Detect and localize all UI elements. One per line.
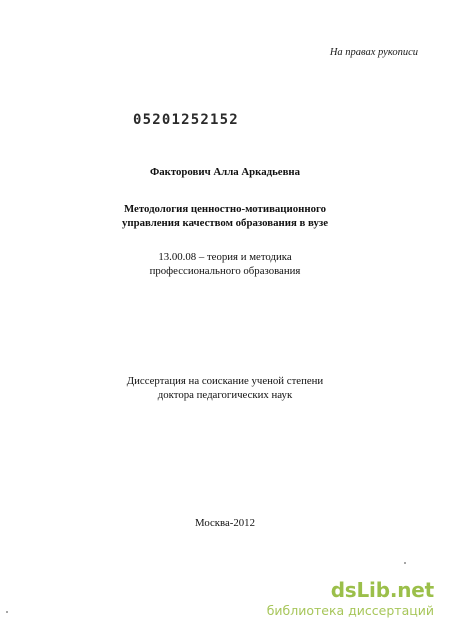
watermark-subtitle: библиотека диссертаций — [266, 603, 434, 618]
title-line-1: Методология ценностно-мотивационного — [123, 203, 327, 215]
specialty-line-2: профессионального образования — [149, 264, 301, 277]
scan-speck — [404, 562, 406, 564]
watermark-logo: dsLib.net — [330, 578, 434, 602]
degree-statement — [0, 375, 450, 402]
specialty-code — [0, 251, 450, 278]
degree-line-2: доктора педагогических наук — [157, 388, 293, 401]
degree-line-1: Диссертация на соискание ученой степени — [126, 375, 324, 387]
manuscript-note: На правах рукописи — [329, 47, 418, 58]
author-name: Факторович Алла Аркадьевна — [149, 166, 301, 178]
city-year: Москва-2012 — [195, 517, 255, 529]
dissertation-title — [0, 203, 450, 230]
title-line-2: управления качеством образования в вузе — [121, 216, 328, 229]
watermark — [268, 578, 438, 622]
specialty-line-1: 13.00.08 – теория и методика — [158, 251, 292, 263]
archive-number: 05201252152 — [133, 112, 239, 128]
scan-speck — [6, 611, 8, 613]
